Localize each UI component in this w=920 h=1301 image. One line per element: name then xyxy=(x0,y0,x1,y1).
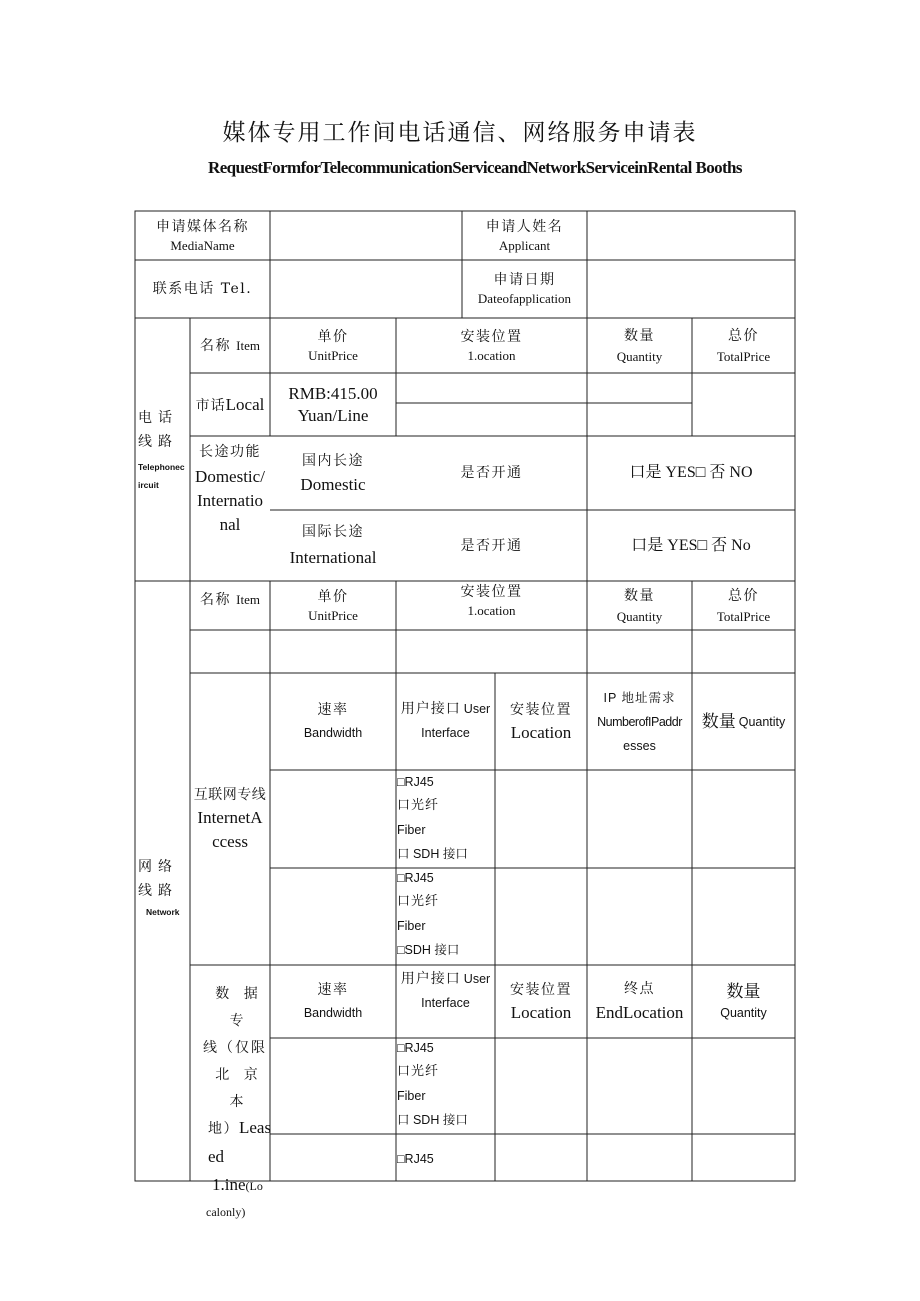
internet-row2-interface-options xyxy=(397,866,495,962)
local-location-field-2[interactable] xyxy=(396,403,587,436)
phone-item-header: 名称 Item xyxy=(200,338,260,354)
network-unitprice-header: 单价 UnitPrice xyxy=(308,588,358,623)
phone-quantity-header: 数量 Quantity xyxy=(616,327,663,364)
leased-interface-header: 用户接口 User Interface xyxy=(400,971,491,1010)
media-name-label: 申请媒体名称 MediaName xyxy=(156,218,249,253)
date-field[interactable] xyxy=(587,260,795,318)
phone-unitprice-header: 单价 UnitPrice xyxy=(308,328,358,363)
fiber-label: Fiber xyxy=(397,1089,426,1103)
network-total-header: 总价 TotalPrice xyxy=(716,587,771,624)
international-label: 国际长途 International xyxy=(289,524,377,567)
ip-address-header: IP 地址需求 NumberofIPaddr esses xyxy=(597,690,682,753)
domestic-label: 国内长途 Domestic xyxy=(300,452,366,494)
rj45-checkbox[interactable]: □RJ45 xyxy=(397,1041,434,1055)
date-label: 申请日期 Dateofapplication xyxy=(477,272,572,306)
long-distance-label: 长途功能 Domestic/ Internatio nal xyxy=(195,444,265,534)
internet-access-label: 互联网专线 InternetA ccess xyxy=(193,787,267,851)
phone-total-header: 总价 TotalPrice xyxy=(716,327,771,364)
international-open-question: 是否开通 xyxy=(460,537,523,554)
international-options xyxy=(587,510,795,581)
sdh-checkbox[interactable]: 口 SDH 接口 xyxy=(397,1113,468,1127)
domestic-open-question: 是否开通 xyxy=(460,465,523,481)
international-yes-checkbox[interactable]: 口是 YES xyxy=(631,536,698,554)
leased-bandwidth-header: 速率 Bandwidth xyxy=(303,982,363,1020)
end-location-header: 终点 EndLocation xyxy=(595,981,684,1022)
rj45-checkbox[interactable]: □RJ45 xyxy=(397,1152,434,1166)
form-title-cn: 媒体专用工作间电话通信、网络服务申请表 xyxy=(222,120,698,146)
sdh-checkbox[interactable]: □SDH 接口 xyxy=(397,943,460,957)
local-total-field[interactable] xyxy=(692,373,795,436)
leased-row2-interface-options xyxy=(397,1147,495,1171)
internet-row1-interface-options xyxy=(397,770,495,866)
applicant-field[interactable] xyxy=(587,211,795,260)
local-call-price: RMB:415.00 Yuan/Line xyxy=(288,383,378,425)
domestic-yes-checkbox[interactable]: 口是 YES xyxy=(629,464,696,481)
network-location-header: 安装位置 1.ocation xyxy=(460,584,523,618)
form-title-en: RequestFormforTelecommunicationServiceandNetworkServiceinRental Booths xyxy=(208,158,742,177)
fiber-label: Fiber xyxy=(397,823,426,837)
internet-quantity-header: 数量 Quantity xyxy=(701,711,786,731)
local-location-field-1[interactable] xyxy=(396,373,587,403)
internet-location-header: 安装位置 Location xyxy=(510,701,572,742)
domestic-no-checkbox[interactable]: □ 否 NO xyxy=(695,464,753,481)
network-quantity-header: 数量 Quantity xyxy=(616,587,663,624)
network-row-quantity-field[interactable] xyxy=(587,630,692,673)
network-row-total-field[interactable] xyxy=(692,630,795,673)
internet-interface-header: 用户接口 User Interface xyxy=(400,701,491,740)
sdh-checkbox[interactable]: 口 SDH 接口 xyxy=(397,847,468,861)
internet-bandwidth-header: 速率 Bandwidth xyxy=(303,702,363,740)
domestic-options xyxy=(587,436,795,510)
local-call-label: 市话Local xyxy=(195,394,265,414)
fiber-checkbox[interactable]: 口光纤 xyxy=(397,894,440,909)
network-item-header: 名称 Item xyxy=(200,592,260,608)
rj45-checkbox[interactable]: □RJ45 xyxy=(397,775,434,789)
international-no-checkbox[interactable]: □ 否 No xyxy=(697,536,751,554)
network-row-location-field[interactable] xyxy=(396,630,587,673)
network-row-price-field[interactable] xyxy=(270,630,396,673)
fiber-label: Fiber xyxy=(397,919,426,933)
network-section-label: 网络线路 Network xyxy=(138,859,180,917)
phone-section-label: 电话线路 Telephonecircuit xyxy=(138,409,185,490)
network-row-item-field[interactable] xyxy=(190,630,270,673)
applicant-label: 申请人姓名 Applicant xyxy=(485,218,564,253)
rj45-checkbox[interactable]: □RJ45 xyxy=(397,871,434,885)
media-name-field[interactable] xyxy=(270,211,462,260)
tel-field[interactable] xyxy=(270,260,462,318)
phone-location-header: 安装位置 1.ocation xyxy=(460,328,523,363)
leased-quantity-header: 数量 Quantity xyxy=(720,981,767,1020)
leased-row1-interface-options xyxy=(397,1036,495,1132)
fiber-checkbox[interactable]: 口光纤 xyxy=(397,798,440,813)
local-quantity-field-2[interactable] xyxy=(587,403,692,436)
tel-label: 联系电话 Tel. xyxy=(152,281,253,297)
local-quantity-field-1[interactable] xyxy=(587,373,692,403)
leased-location-header: 安装位置 Location xyxy=(510,981,572,1022)
fiber-checkbox[interactable]: 口光纤 xyxy=(397,1064,440,1079)
leased-line-label: 数 据 专 线（仅限 北 京 本 地）Leas ed 1.ine(Lo calonly) xyxy=(203,986,272,1219)
